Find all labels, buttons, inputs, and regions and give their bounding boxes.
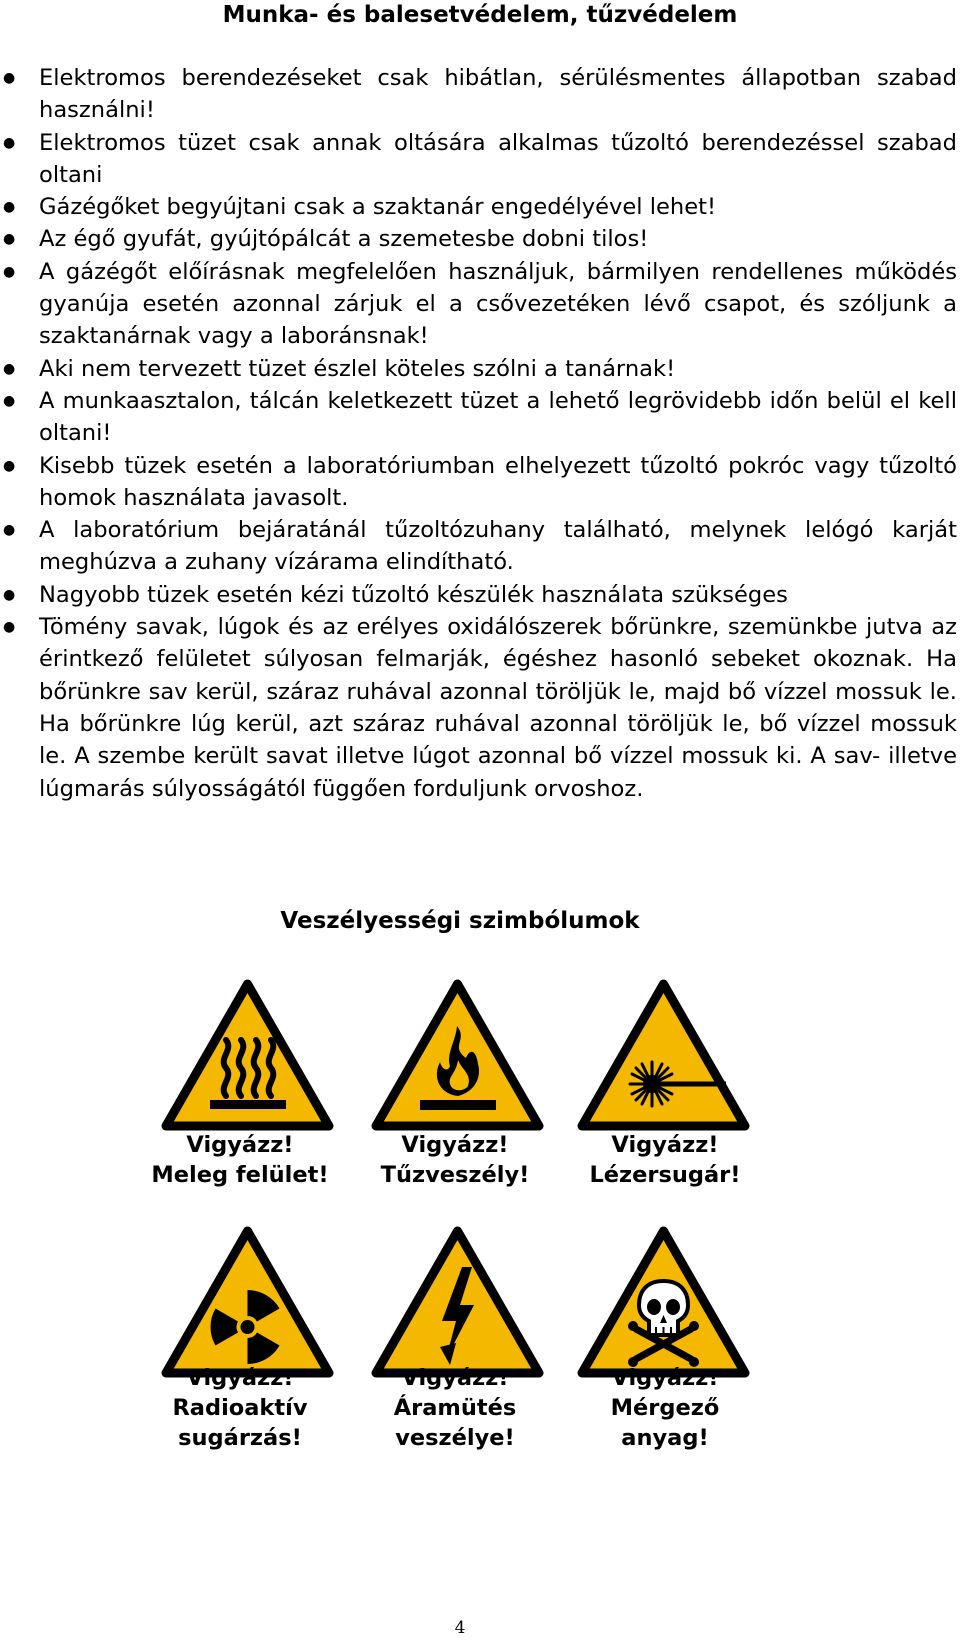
hot-surface-icon: [160, 978, 335, 1133]
safety-rules-list: [0, 62, 960, 805]
bullet-icon: ●: [3, 586, 16, 603]
list-item: [0, 579, 960, 611]
list-item: [0, 611, 960, 805]
caption-line: veszélye!: [395, 1425, 515, 1451]
page-number: 4: [454, 1618, 466, 1638]
bullet-icon: ●: [3, 619, 16, 636]
caption-line: Vigyázz!: [186, 1132, 294, 1158]
laser-icon: [576, 978, 751, 1133]
bullet-icon: ●: [3, 199, 16, 216]
caption-line: Vigyázz!: [186, 1365, 294, 1391]
list-item-text: Nagyobb tüzek esetén kézi tűzoltó készülék használata szükséges: [39, 581, 788, 608]
list-item-text: A gázégőt előírásnak megfelelően használjuk, bármilyen rendellenes működés gyanúja esetén azonnal zárjuk el a csővezetéken lévő csapot, és szóljunk a szaktanárnak vagy a laboránsnak!: [39, 258, 957, 350]
caption-line: Vigyázz!: [401, 1132, 509, 1158]
list-item: [0, 514, 960, 579]
sign-caption-hot-surface: [135, 1130, 345, 1190]
caption-line: sugárzás!: [178, 1425, 302, 1451]
bullet-icon: ●: [3, 263, 16, 280]
toxic-icon: [576, 1225, 751, 1380]
list-item-text: Aki nem tervezett tüzet észlel köteles szólni a tanárnak!: [39, 355, 676, 382]
list-item: [0, 256, 960, 353]
bullet-icon: ●: [3, 70, 16, 86]
caption-line: Mérgező: [610, 1395, 720, 1421]
list-item: [0, 191, 960, 223]
list-item: [0, 127, 960, 192]
electric-shock-icon: [370, 1225, 545, 1380]
list-item: [0, 385, 960, 450]
bullet-icon: ●: [3, 392, 16, 409]
list-item-text: A laboratórium bejáratánál tűzoltózuhany található, melynek lelógó karját meghúzva a zuhany vízárama elindítható.: [39, 517, 957, 576]
symbols-heading: Veszélyességi szimbólumok: [280, 908, 640, 934]
caption-line: Lézersugár!: [589, 1162, 741, 1188]
list-item-text: A munkaasztalon, tálcán keletkezett tüzet a lehető legrövidebb időn belül el kell oltani!: [39, 387, 957, 447]
page-title: Munka- és balesetvédelem, tűzvédelem: [222, 2, 738, 28]
caption-line: Áramütés: [393, 1395, 517, 1421]
list-item-text: Gázégőket begyújtani csak a szaktanár engedélyével lehet!: [39, 194, 717, 221]
list-item-text: Az égő gyufát, gyújtópálcát a szemetesbe dobni tilos!: [39, 226, 649, 253]
list-item: [0, 353, 960, 385]
bullet-icon: ●: [3, 231, 16, 248]
sign-caption-flammable: [350, 1130, 560, 1190]
caption-line: anyag!: [621, 1425, 709, 1451]
caption-line: Radioaktív: [172, 1395, 308, 1421]
bullet-icon: ●: [3, 134, 16, 151]
list-item: [0, 62, 960, 127]
list-item-text: Elektromos berendezéseket csak hibátlan, sérülésmentes állapotban szabad használni!: [39, 65, 957, 124]
flammable-icon: [370, 978, 545, 1133]
bullet-icon: ●: [3, 457, 16, 474]
caption-line: Vigyázz!: [611, 1132, 719, 1158]
caption-line: Tűzveszély!: [380, 1162, 530, 1188]
caption-line: Meleg felület!: [151, 1162, 329, 1188]
list-item: [0, 223, 960, 255]
sign-caption-radiation: [135, 1363, 345, 1453]
list-item-text: Tömény savak, lúgok és az erélyes oxidálószerek bőrünkre, szemünkbe jutva az érintkező felületet súlyosan felmarják, égéshez hasonló sebeket okoznak. Ha bőrünkre sav kerül, száraz ruhával azonnal töröljük le, majd bő vízzel mossuk le. Ha bőrünkre lúg kerül, azt száraz ruhával azonnal töröljük le, bő vízzel mossuk le. A szembe került savat illetve lúgot azonnal bő vízzel mossuk ki. A sav- illetve lúgmarás súlyosságától függően forduljunk orvoshoz.: [39, 614, 957, 802]
bullet-icon: ●: [3, 522, 16, 539]
list-item-text: Kisebb tüzek esetén a laboratóriumban elhelyezett tűzoltó pokróc vagy tűzoltó homok használata javasolt.: [39, 452, 957, 511]
list-item-text: Elektromos tüzet csak annak oltására alkalmas tűzoltó berendezéssel szabad oltani: [39, 129, 957, 188]
sign-caption-electric-shock: [350, 1363, 560, 1453]
list-item: [0, 450, 960, 515]
bullet-icon: ●: [3, 360, 16, 377]
sign-caption-laser: [560, 1130, 770, 1190]
sign-caption-toxic: [560, 1363, 770, 1453]
caption-line: Vigyázz!: [611, 1365, 719, 1391]
radiation-icon: [160, 1225, 335, 1380]
caption-line: Vigyázz!: [401, 1365, 509, 1391]
